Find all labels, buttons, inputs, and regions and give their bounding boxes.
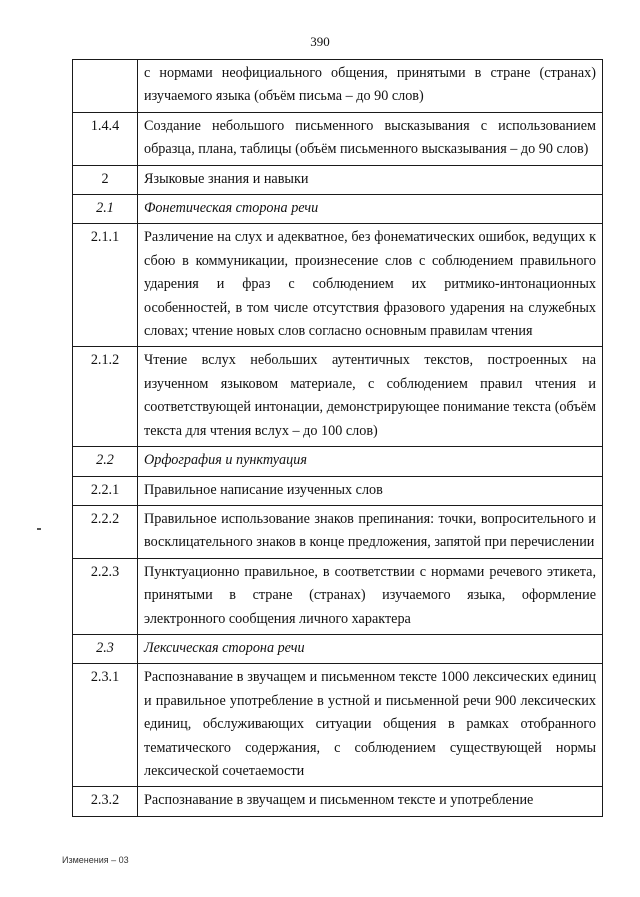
row-number: 2.1.2 [73,347,138,447]
row-text: с нормами неофициального общения, принятыми в стране (странах) изучаемого языка (объём письма – до 90 слов) [138,60,603,113]
row-text: Создание небольшого письменного высказывания с использованием образца, плана, таблицы (объём письменного высказывания – до 90 слов) [138,112,603,165]
row-text: Орфография и пунктуация [138,447,603,476]
row-text: Распознавание в звучащем и письменном тексте 1000 лексических единиц и правильное употребление в устной и письменной речи 900 лексических единиц, обслуживающих ситуации общения в рамках отобранного тематического содержания, с соблюдением существующей нормы лексической сочетаемости [138,664,603,787]
table-row [73,634,603,663]
row-number: 2.2.3 [73,558,138,634]
table-row [73,112,603,165]
row-text: Фонетическая сторона речи [138,195,603,224]
row-text: Пунктуационно правильное, в соответствии с нормами речевого этикета, принятыми в стране (странах) изучаемого языка, оформление электронного сообщения личного характера [138,558,603,634]
row-text: Правильное написание изученных слов [138,476,603,505]
table-row [73,664,603,787]
row-text: Правильное использование знаков препинания: точки, вопросительного и восклицательного знаков в конце предложения, запятой при перечислении [138,505,603,558]
row-number: 2.1.1 [73,224,138,347]
row-number: 2.2 [73,447,138,476]
row-number [73,60,138,113]
row-number: 2.3 [73,634,138,663]
table-row [73,347,603,447]
row-text: Распознавание в звучащем и письменном тексте и употребление [138,787,603,816]
row-number: 1.4.4 [73,112,138,165]
table-body [73,60,603,817]
row-text: Языковые знания и навыки [138,165,603,194]
row-text: Различение на слух и адекватное, без фонематических ошибок, ведущих к сбою в коммуникации, произнесение слов с соблюдением правильного ударения и фраз с соблюдением их ритмико-интонационных особенностей, в том числе отсутствия фразового ударения на служебных словах; чтение новых слов согласно основным правилам чтения [138,224,603,347]
row-number: 2.2.1 [73,476,138,505]
table-row [73,476,603,505]
table-row [73,195,603,224]
page-number: 390 [310,34,330,49]
row-number: 2.1 [73,195,138,224]
row-text: Чтение вслух небольших аутентичных текстов, построенных на изученном языковом материале, с соблюдением правил чтения и соответствующей интонации, демонстрирующее понимание текста (объём текста для чтения вслух – до 100 слов) [138,347,603,447]
table-row [73,787,603,816]
table-row [73,60,603,113]
row-number: 2.2.2 [73,505,138,558]
table-row [73,505,603,558]
margin-mark [37,528,41,530]
row-number: 2.3.2 [73,787,138,816]
table-row [73,558,603,634]
row-number: 2.3.1 [73,664,138,787]
table-row [73,447,603,476]
content-table [72,59,603,817]
row-number: 2 [73,165,138,194]
table-row [73,165,603,194]
table-row [73,224,603,347]
footer-revision: Изменения – 03 [62,855,129,865]
row-text: Лексическая сторона речи [138,634,603,663]
